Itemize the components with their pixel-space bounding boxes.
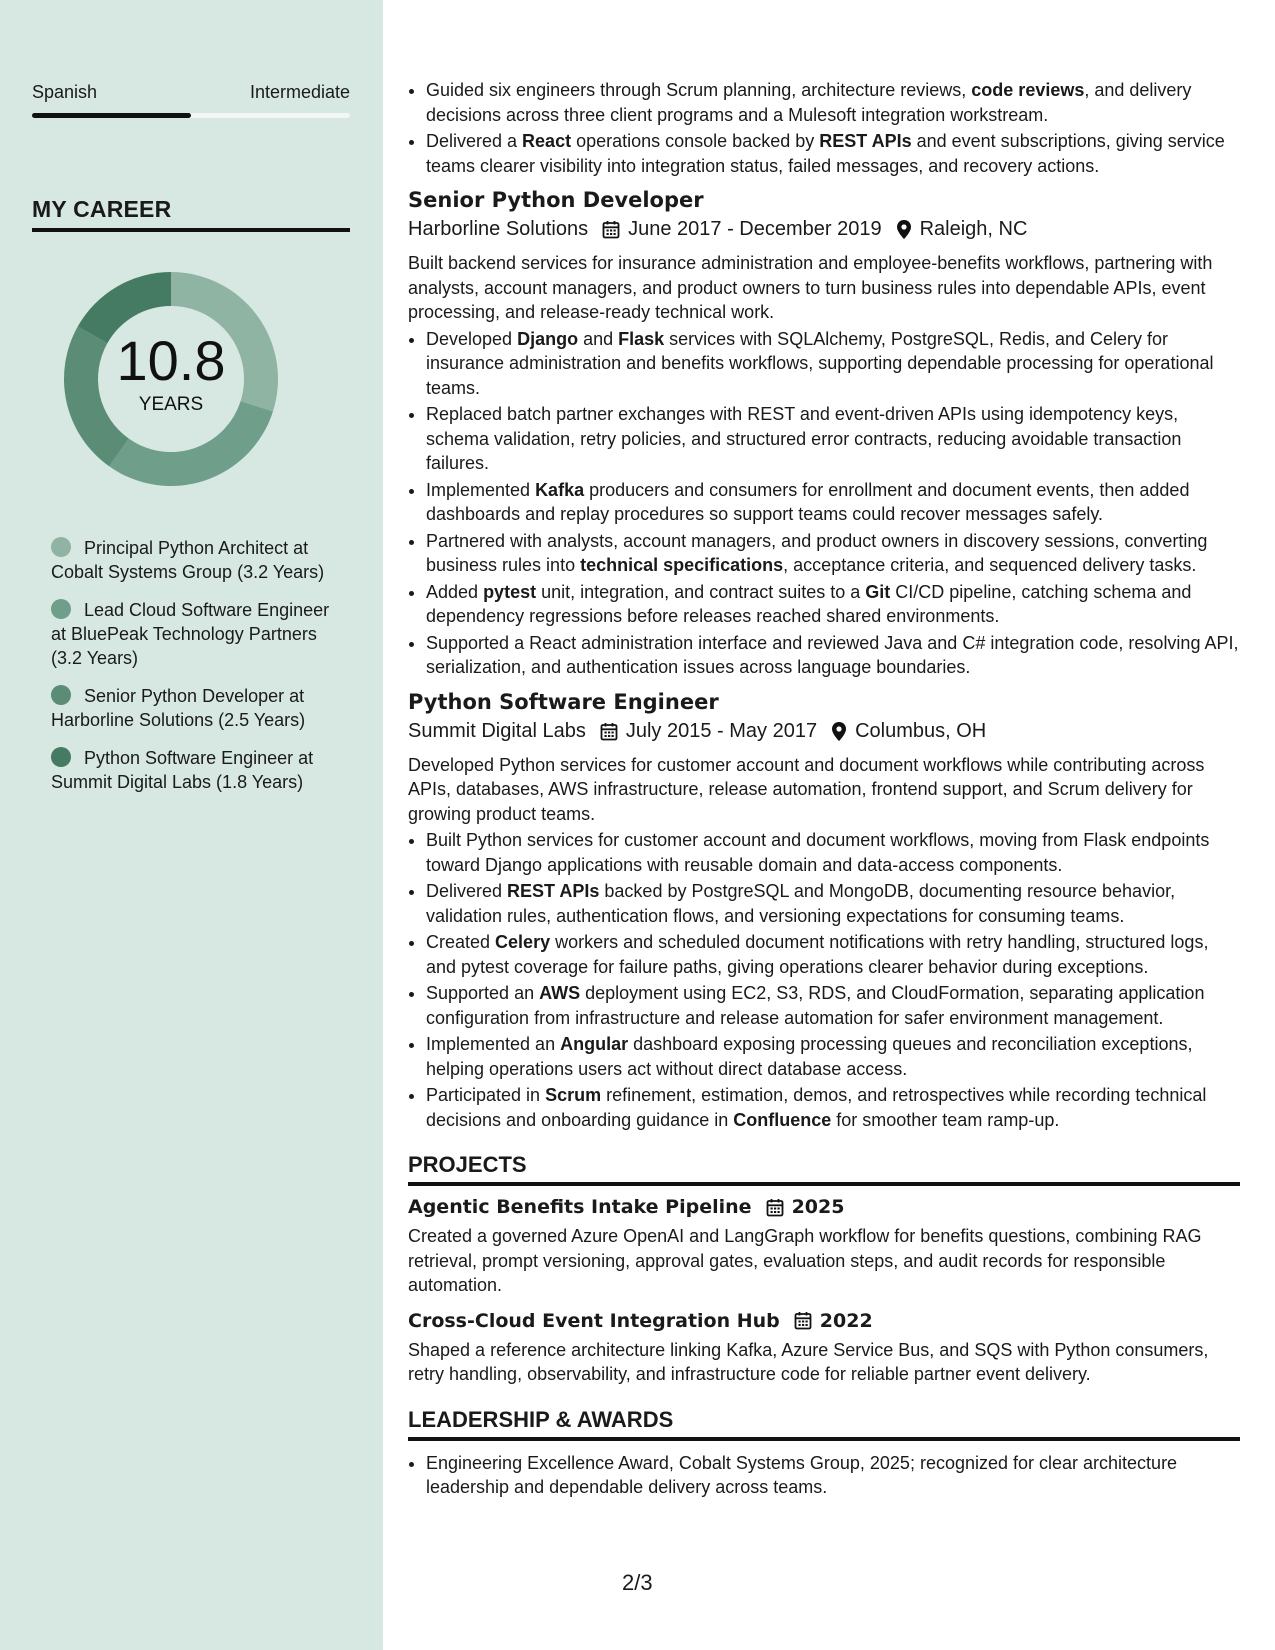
experience-entry	[408, 690, 1240, 1133]
bullet-text: Implemented	[426, 479, 536, 500]
bullet-keyword: Kafka	[535, 479, 585, 500]
language-level: Intermediate	[249, 82, 350, 102]
calendar-icon	[600, 722, 618, 741]
job-title: Senior Python Developer	[408, 188, 704, 212]
bullet-text: backed by PostgreSQL and MongoDB, documenting resource behavior, validation rules, authentication flows, and versioning expectations for consuming teams.	[426, 881, 1176, 926]
bullet-text: Added	[426, 581, 484, 602]
language-proficiency-bar	[32, 113, 350, 118]
calendar-icon	[766, 1198, 784, 1217]
bullet-text: Created	[426, 932, 496, 952]
bullet-item	[426, 478, 1240, 527]
bullet-keyword: React	[522, 131, 572, 151]
page-number: 2/3	[622, 1570, 653, 1595]
bullet-text: Built Python services for customer account and document workflows, moving from Flask endpoints toward Django applications with reusable domain and data-access components.	[426, 830, 1210, 875]
experience-entry	[408, 188, 1240, 680]
career-legend	[51, 536, 331, 808]
bullet-text: operations console backed by	[571, 131, 820, 151]
bullet-text: CI/CD pipeline, catching schema and dependency regressions before releases reached shared environments.	[426, 581, 1192, 626]
bullet-text: unit, integration, and contract suites to a	[536, 581, 866, 602]
leadership-heading: LEADERSHIP & AWARDS	[408, 1407, 1240, 1441]
bullet-item	[426, 78, 1240, 127]
bullet-text: Guided six engineers through Scrum planning, architecture reviews,	[426, 80, 972, 100]
project-header	[408, 1196, 1240, 1218]
career-legend-item	[51, 684, 331, 732]
sidebar	[0, 0, 383, 1650]
bullet-keyword: Confluence	[733, 1109, 832, 1130]
bullet-text: , acceptance criteria, and sequenced delivery tasks.	[783, 555, 1197, 575]
career-legend-text: Senior Python Developer at Harborline Solutions (2.5 Years)	[51, 686, 306, 730]
job-summary: Built backend services for insurance administration and employee-benefits workflows, partnering with analysts, account managers, and product owners to turn business rules into dependable APIs, event processing, and release-ready technical work.	[408, 253, 1213, 322]
bullet-text: producers and consumers for enrollment and document events, then added dashboards and replay procedures so support teams could recover messages safely.	[426, 479, 1190, 524]
job-meta	[408, 218, 1240, 241]
legend-dot-icon	[51, 747, 71, 767]
bullet-text: Supported an	[426, 983, 540, 1003]
bullet-item	[426, 529, 1240, 578]
bullet-text: dashboard exposing processing queues and reconciliation exceptions, helping operations users act without direct database access.	[426, 1034, 1193, 1079]
bullet-item: • Engineering Excellence Award, Cobalt Systems Group, 2025; recognized for clear architecture leadership and dependable delivery across teams.	[426, 1451, 1240, 1500]
bullet-text: Partnered with analysts, account managers, and product owners in discovery sessions, converting business rules into	[426, 530, 1208, 575]
language-name: Spanish	[32, 82, 98, 102]
bullet-text: and event subscriptions, giving service teams clearer visibility into integration status, failed messages, and recovery actions.	[426, 131, 1225, 176]
career-legend-text: Principal Python Architect at Cobalt Systems Group (3.2 Years)	[51, 538, 325, 582]
bullet-keyword: Flask	[618, 328, 665, 349]
job-bullets	[408, 327, 1240, 680]
bullet-text: and	[578, 328, 619, 349]
bullet-text: Delivered a	[426, 131, 523, 151]
bullet-item	[426, 1083, 1240, 1132]
bullet-item	[426, 930, 1240, 979]
career-legend-item	[51, 598, 331, 670]
job-location: Columbus, OH	[855, 719, 987, 742]
project-description: Created a governed Azure OpenAI and LangGraph workflow for benefits questions, combining RAG retrieval, prompt versioning, approval gates, evaluation steps, and audit records for responsible automation.	[408, 1226, 1202, 1295]
bullet-keyword: Git	[865, 581, 891, 602]
job-dates: July 2015 - May 2017	[625, 719, 818, 742]
language-proficiency-fill	[32, 113, 191, 118]
experience-list	[408, 188, 1240, 1132]
bullet-item	[426, 879, 1240, 928]
project-description: Shaped a reference architecture linking Kafka, Azure Service Bus, and SQS with Python consumers, retry handling, observability, and infrastructure code for reliable partner event delivery.	[408, 1339, 1209, 1384]
legend-dot-icon	[51, 537, 71, 557]
job-title: Python Software Engineer	[408, 689, 719, 714]
bullet-keyword: REST APIs	[507, 881, 600, 901]
bullet-item	[426, 129, 1240, 178]
bullet-item	[426, 327, 1240, 401]
bullet-keyword: REST APIs	[819, 131, 912, 151]
bullet-keyword: pytest	[483, 581, 537, 602]
career-donut-chart	[64, 272, 296, 504]
bullet-keyword: Angular	[560, 1034, 629, 1054]
calendar-icon	[794, 1311, 812, 1330]
bullet-item	[426, 981, 1240, 1030]
projects-heading: PROJECTS	[408, 1152, 1240, 1186]
career-heading: MY CAREER	[32, 196, 172, 222]
bullet-keyword: code reviews	[971, 80, 1085, 100]
bullet-keyword: AWS	[539, 983, 581, 1003]
calendar-icon	[602, 220, 620, 239]
previous-role-bullets	[408, 78, 1240, 178]
job-bullets	[408, 828, 1240, 1132]
company-name: Summit Digital Labs	[408, 719, 586, 742]
career-legend-item	[51, 536, 331, 584]
project-entry	[408, 1310, 1240, 1387]
bullet-text: Implemented an	[426, 1034, 561, 1054]
bullet-text: , and delivery decisions across three client programs and a Mulesoft integration workstream.	[426, 80, 1192, 125]
map-pin-icon	[831, 721, 847, 742]
bullet-keyword: Scrum	[545, 1085, 602, 1105]
project-entry	[408, 1196, 1240, 1298]
project-title: Agentic Benefits Intake Pipeline	[408, 1196, 752, 1218]
bullet-item	[426, 402, 1240, 476]
bullet-item	[426, 1032, 1240, 1081]
bullet-text: refinement, estimation, demos, and retrospectives while recording technical decisions and onboarding guidance in	[426, 1085, 1207, 1130]
job-summary: Developed Python services for customer account and document workflows while contributing across APIs, databases, AWS infrastructure, release automation, frontend support, and Scrum delivery for growing product teams.	[408, 754, 1205, 824]
bullet-keyword: Django	[517, 328, 579, 349]
career-legend-text: Python Software Engineer at Summit Digital Labs (1.8 Years)	[51, 748, 314, 792]
bullet-text: deployment using EC2, S3, RDS, and CloudFormation, separating application configuration from infrastructure and release automation for safer environment management.	[426, 983, 1205, 1028]
map-pin-icon	[896, 219, 912, 240]
bullet-keyword: Celery	[495, 932, 551, 952]
bullet-text: Replaced batch partner exchanges with REST and event-driven APIs using idempotency keys, schema validation, retry policies, and structured error contracts, reducing avoidable transaction failures.	[426, 404, 1182, 473]
bullet-text: Developed	[426, 328, 518, 349]
job-location: Raleigh, NC	[919, 218, 1028, 240]
projects-list	[408, 1196, 1240, 1387]
bullet-item	[426, 580, 1240, 629]
job-dates: June 2017 - December 2019	[628, 218, 882, 240]
career-total-unit: YEARS	[138, 394, 204, 415]
legend-dot-icon	[51, 685, 71, 705]
project-title: Cross-Cloud Event Integration Hub	[408, 1309, 780, 1332]
bullet-item	[426, 631, 1240, 680]
bullet-text: Supported a React administration interface and reviewed Java and C# integration code, resolving API, serialization, and authentication issues across language boundaries.	[426, 632, 1239, 677]
leadership-bullets	[408, 1451, 1240, 1500]
project-year: 2022	[819, 1309, 873, 1332]
bullet-text: Participated in	[426, 1085, 546, 1105]
career-heading-rule	[32, 228, 350, 232]
career-legend-item	[51, 746, 331, 794]
job-meta	[408, 720, 1240, 743]
project-header	[408, 1310, 1240, 1332]
career-legend-text: Lead Cloud Software Engineer at BluePeak Technology Partners (3.2 Years)	[51, 600, 330, 668]
legend-dot-icon	[51, 599, 71, 619]
bullet-text: Delivered	[426, 881, 508, 901]
bullet-keyword: technical specifications	[580, 555, 784, 575]
bullet-text: workers and scheduled document notifications with retry handling, structured logs, and pytest coverage for failure paths, giving operations clearer behavior during exceptions.	[426, 932, 1209, 977]
bullet-text: services with SQLAlchemy, PostgreSQL, Redis, and Celery for insurance administration and benefits workflows, supporting dependable processing for operational teams.	[426, 328, 1214, 398]
career-total-years: 10.8	[116, 329, 226, 392]
main-content	[408, 78, 1240, 1502]
project-year: 2025	[791, 1196, 845, 1218]
company-name: Harborline Solutions	[408, 218, 589, 240]
bullet-text: for smoother team ramp-up.	[831, 1109, 1060, 1130]
bullet-item	[426, 828, 1240, 877]
